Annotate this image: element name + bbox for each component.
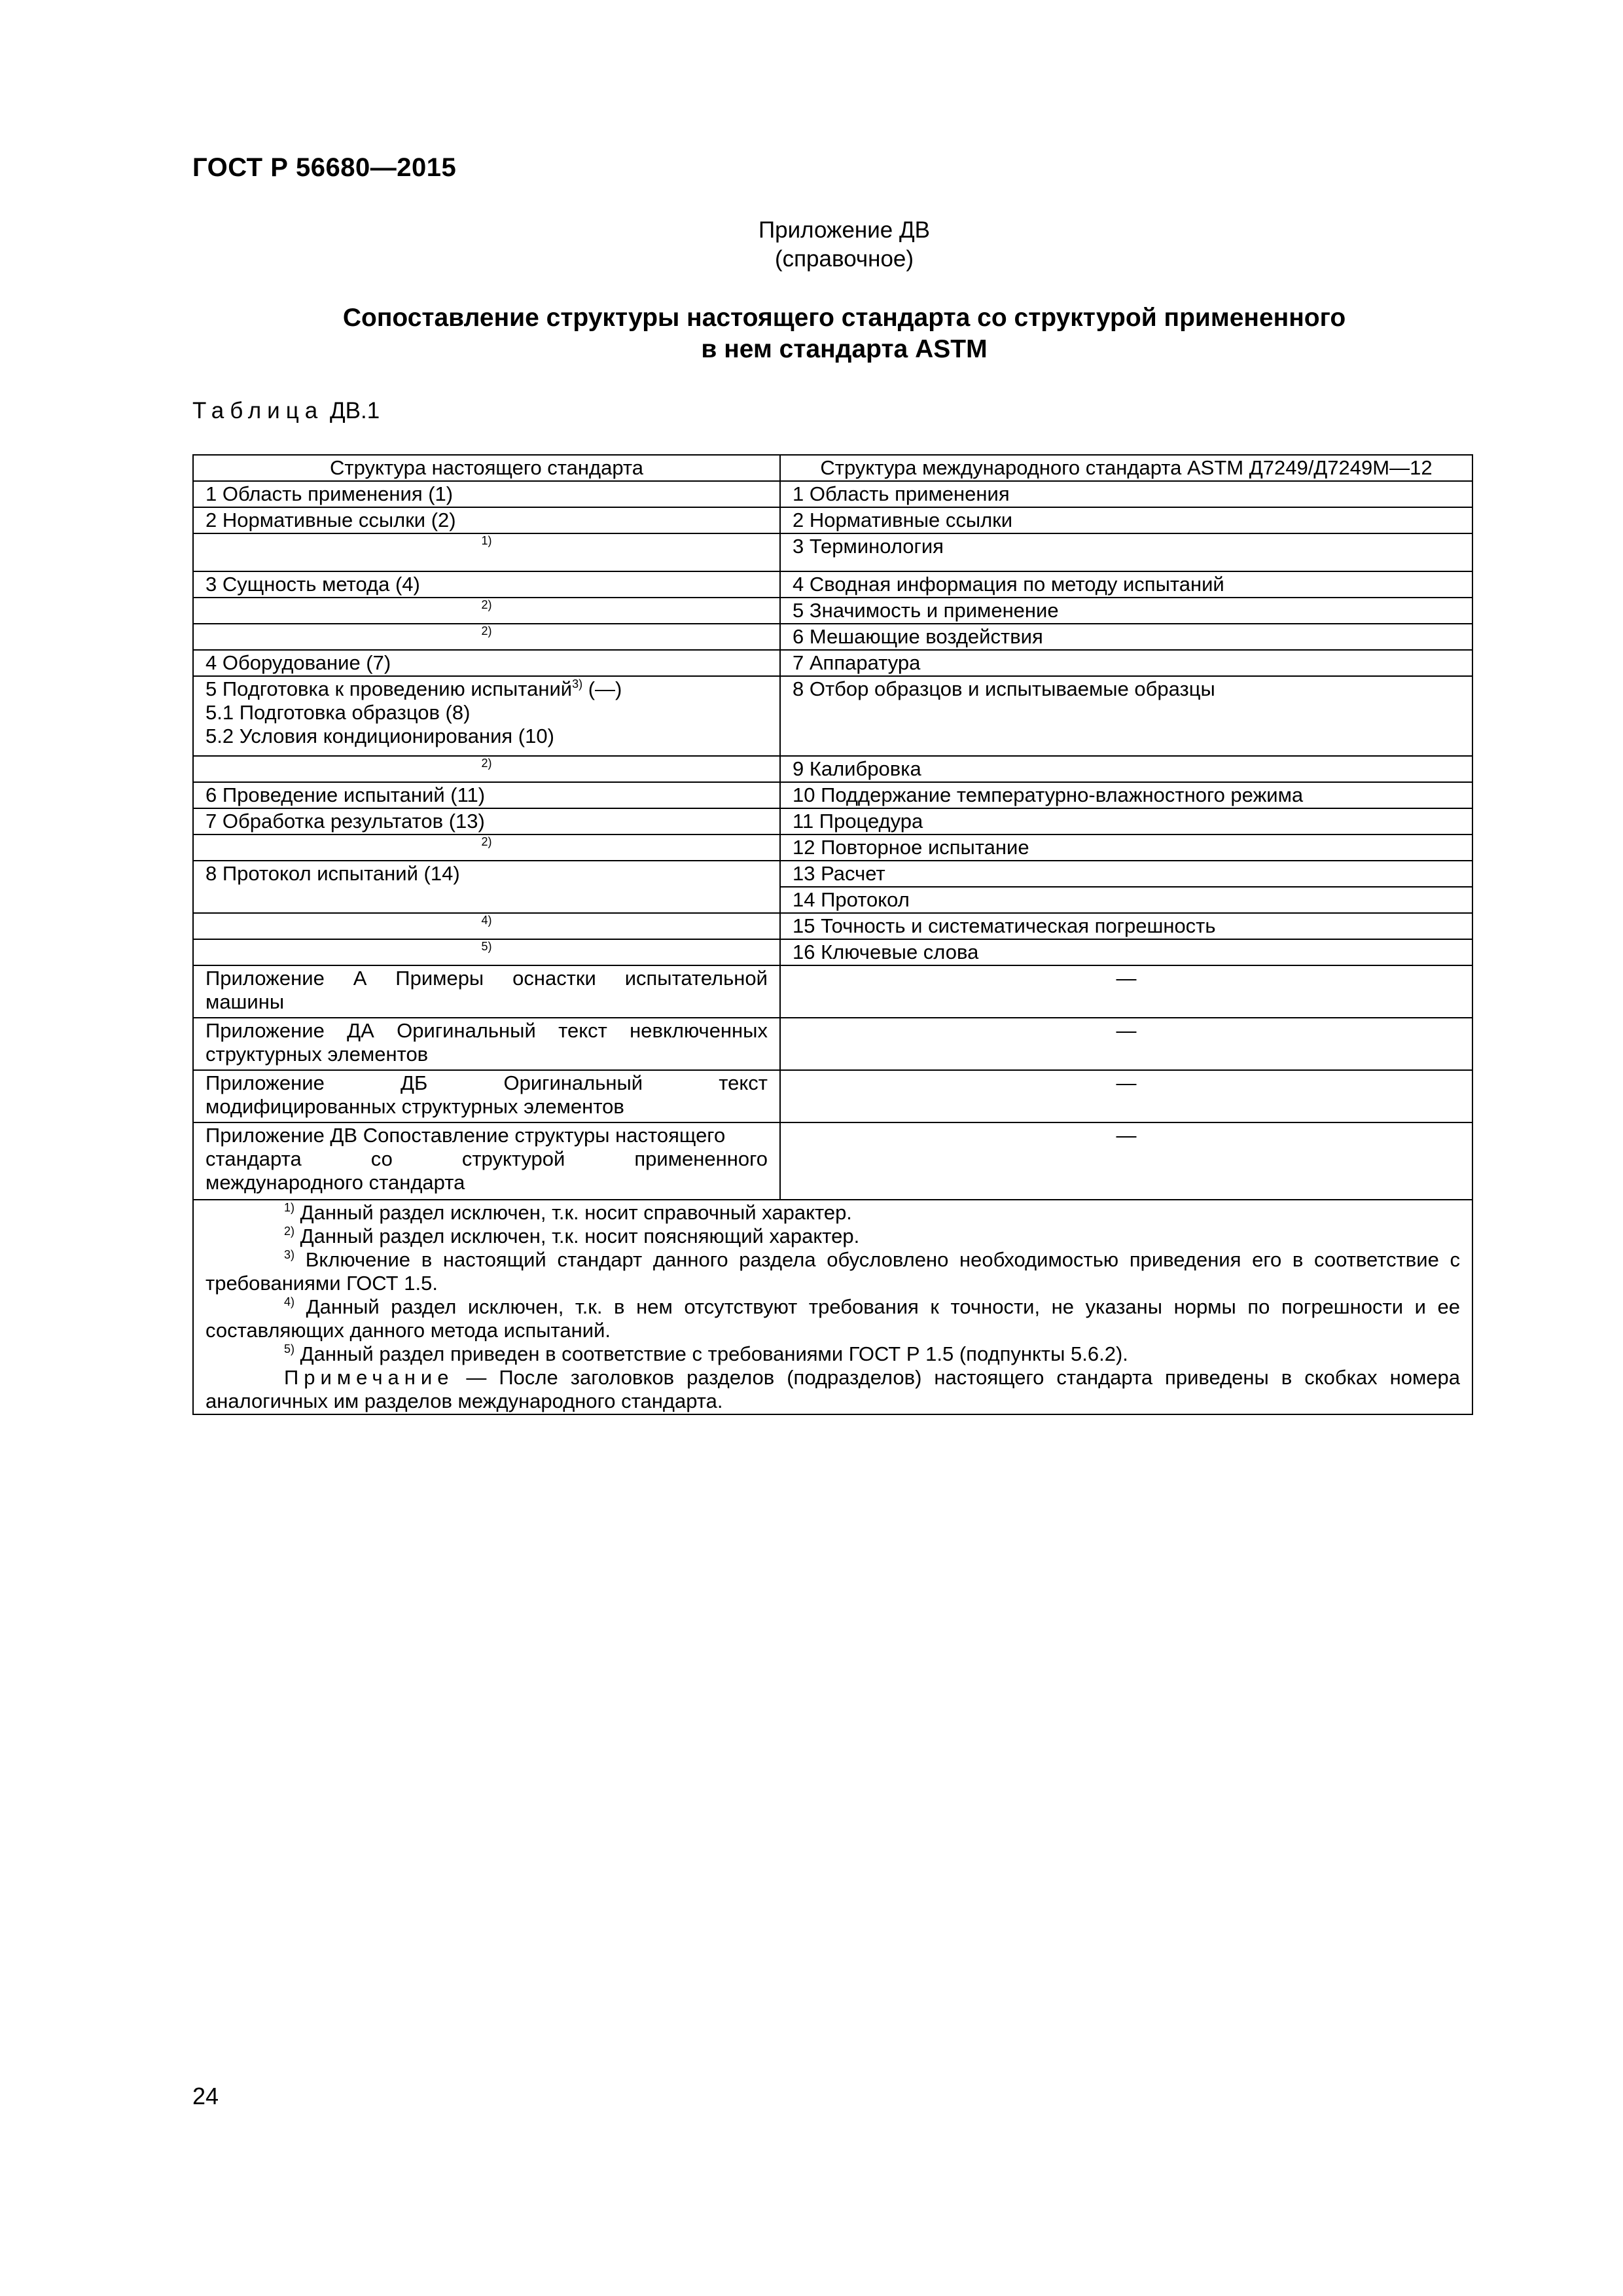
row-right: 14 Протокол (780, 887, 1472, 913)
row-left-line: 5.2 Условия кондиционирования (10) (205, 725, 554, 747)
row-left: 2 Нормативные ссылки (2) (193, 507, 780, 533)
row-right: 3 Терминология (780, 533, 1472, 571)
row-right: 5 Значимость и применение (780, 598, 1472, 624)
row-right-dash: — (780, 1018, 1472, 1070)
row-left: 6 Проведение испытаний (11) (193, 782, 780, 808)
row-right: 2 Нормативные ссылки (780, 507, 1472, 533)
row-left: 1 Область применения (1) (193, 481, 780, 507)
row-left-line: стандарта со структурой примененного (205, 1147, 768, 1170)
footnote-1: $^{1)}$ Данный раздел исключен, т.к. носит справочный характер. (284, 1201, 852, 1224)
row-left (193, 676, 780, 756)
row-right-dash: — (780, 1122, 1472, 1200)
row-right: 6 Мешающие воздействия (780, 624, 1472, 650)
section-title-line1: Сопоставление структуры настоящего стандарта со структурой примененного (342, 304, 1346, 332)
annex-heading (0, 216, 1623, 274)
table-row (193, 861, 1472, 887)
table-row (193, 571, 1472, 598)
row-left-line: 5 Подготовка к проведению испытаний$^{3)}$ (—) (205, 677, 622, 700)
header-right: Структура международного стандарта ASTM Д7249/Д7249М—12 (780, 455, 1472, 481)
table-row (193, 1018, 1472, 1070)
footnote-ref: 3) (572, 677, 583, 691)
table-row (193, 1122, 1472, 1200)
row-left-line: Приложение А Примеры оснастки испытательной (205, 967, 768, 990)
section-title-line2: в нем стандарта ASTM (701, 335, 988, 363)
row-left-footnote-ref: 2) (193, 834, 780, 861)
table-row (193, 939, 1472, 965)
footnote-3: $^{3)}$ Включение в настоящий стандарт данного раздела обусловлено необходимостью приведения его в соответствие с требованиями ГОСТ 1.5. (205, 1248, 1460, 1295)
row-left (193, 1070, 780, 1122)
table-notes (193, 1200, 1472, 1414)
table-caption-word: Таблица (192, 398, 324, 423)
row-left-footnote-ref: 4) (193, 913, 780, 939)
row-right: 8 Отбор образцов и испытываемые образцы (780, 676, 1472, 756)
row-left-line: Приложение ДВ Сопоставление структуры настоящего (205, 1124, 726, 1147)
table-caption (192, 398, 380, 424)
row-right: 4 Сводная информация по методу испытаний (780, 571, 1472, 598)
table-note: Примечание — После заголовков разделов (подразделов) настоящего стандарта приведены в скобках номера аналогичных им разделов международного стандарта. (205, 1366, 1460, 1412)
row-left-line: 5.1 Подготовка образцов (8) (205, 701, 471, 724)
table-row (193, 481, 1472, 507)
row-left-line: машины (205, 990, 285, 1013)
row-right: 15 Точность и систематическая погрешность (780, 913, 1472, 939)
row-left (193, 965, 780, 1018)
table-row (193, 756, 1472, 782)
row-right: 13 Расчет (780, 861, 1472, 887)
row-left-footnote-ref: 1) (193, 533, 780, 571)
comparison-table (192, 454, 1473, 1415)
row-right: 9 Калибровка (780, 756, 1472, 782)
row-left-line: международного стандарта (205, 1171, 465, 1194)
table-row (193, 808, 1472, 834)
row-left: 3 Сущность метода (4) (193, 571, 780, 598)
row-right: 11 Процедура (780, 808, 1472, 834)
row-right: 16 Ключевые слова (780, 939, 1472, 965)
row-left: 7 Обработка результатов (13) (193, 808, 780, 834)
page-number: 24 (192, 2083, 219, 2109)
table-notes-row (193, 1200, 1472, 1414)
row-right: 12 Повторное испытание (780, 834, 1472, 861)
row-left-line: Приложение ДА Оригинальный текст невключенных (205, 1019, 768, 1042)
document-code: ГОСТ Р 56680—2015 (192, 153, 457, 182)
table-row (193, 965, 1472, 1018)
table-caption-number: ДВ.1 (329, 398, 380, 423)
row-left (193, 1122, 780, 1200)
row-right: 7 Аппаратура (780, 650, 1472, 676)
footnote-2: $^{2)}$ Данный раздел исключен, т.к. носит поясняющий характер. (284, 1225, 860, 1247)
annex-title: Приложение ДВ (758, 217, 931, 243)
row-left-footnote-ref: 2) (193, 598, 780, 624)
table-row (193, 624, 1472, 650)
table-row (193, 782, 1472, 808)
row-left-line: модифицированных структурных элементов (205, 1095, 624, 1118)
section-title (0, 302, 1623, 365)
table-row (193, 676, 1472, 756)
table-row (193, 1070, 1472, 1122)
table-row (193, 650, 1472, 676)
row-left-footnote-ref: 2) (193, 756, 780, 782)
row-right: 10 Поддержание температурно-влажностного режима (780, 782, 1472, 808)
annex-kind: (справочное) (774, 246, 914, 272)
footnote-4: $^{4)}$ Данный раздел исключен, т.к. в нем отсутствуют требования к точности, не указаны нормы по погрешности и ее составляющих данного метода испытаний. (205, 1295, 1460, 1342)
row-left (193, 1018, 780, 1070)
table-row (193, 507, 1472, 533)
table-row (193, 834, 1472, 861)
table-row (193, 913, 1472, 939)
table-row (193, 598, 1472, 624)
row-left-line: структурных элементов (205, 1043, 429, 1066)
row-left-line: Приложение ДБ Оригинальный текст (205, 1071, 768, 1094)
footnote-5: $^{5)}$ Данный раздел приведен в соответствие с требованиями ГОСТ Р 1.5 (подпункты 5.6.2). (284, 1342, 1128, 1365)
row-left: 8 Протокол испытаний (14) (193, 861, 780, 913)
row-left: 4 Оборудование (7) (193, 650, 780, 676)
table-row (193, 533, 1472, 571)
row-right-dash: — (780, 965, 1472, 1018)
row-left-footnote-ref: 2) (193, 624, 780, 650)
row-right: 1 Область применения (780, 481, 1472, 507)
header-left: Структура настоящего стандарта (193, 455, 780, 481)
row-left-footnote-ref: 5) (193, 939, 780, 965)
row-right-dash: — (780, 1070, 1472, 1122)
table-header-row (193, 455, 1472, 481)
